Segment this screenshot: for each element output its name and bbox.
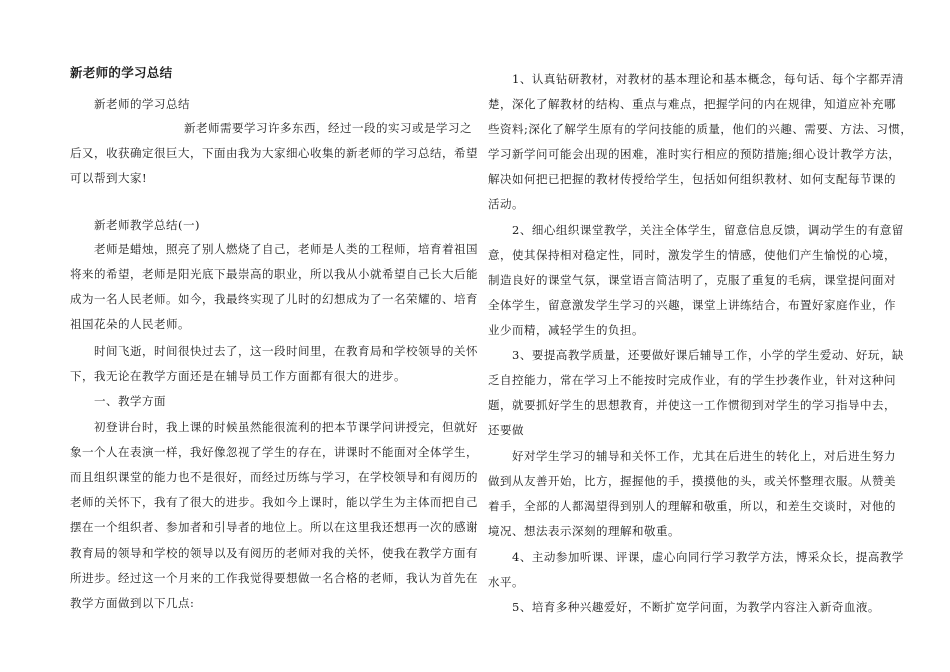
text-line: 制造良好的课堂气氛，课堂语言简洁明了，克服了重复的毛病，课堂提问面对	[488, 273, 896, 287]
text-line: 新老师需要学习许多东西，经过一段的实习或是学习之	[184, 121, 472, 135]
text-line: 全体学生，留意激发学生学习的兴趣，课堂上讲练结合，布置好家庭作业，作	[488, 298, 896, 312]
text-line: 所进步。经过这一个月来的工作我觉得要想做一名合格的老师，我认为首先在	[70, 571, 478, 585]
text-line: 题，就要抓好学生的思想教育，并使这一工作惯彻到对学生的学习指导中去，	[488, 398, 896, 412]
text-line: 解决如何把已把握的教材传授给学生，包括如何组织教材、如何支配每节课的	[488, 172, 896, 186]
text-line: 而且组织课堂的能力也不是很好，而经过历练与学习，在学校领导和有阅历的	[70, 470, 478, 484]
text-line: 学习新学问可能会出现的困难，准时实行相应的预防措施;细心设计教学方法，	[488, 147, 901, 161]
text-line: 水平。	[488, 575, 524, 589]
text-line: 活动。	[488, 197, 524, 211]
text-line: 新老师的学习总结	[94, 97, 190, 111]
text-line: 3、要提高教学质量，还要做好课后辅导工作，小学的学生爱动、好玩，缺	[512, 348, 904, 362]
text-line: 老师是蜡烛，照亮了别人燃烧了自己，老师是人类的工程师，培育着祖国	[94, 242, 478, 256]
text-line: 1、认真钻研教材，对教材的基本理论和基本概念，每句话、每个字都弄清	[512, 72, 904, 86]
text-line: 乏自控能力，常在学习上不能按时完成作业，有的学生抄袭作业，针对这种问	[488, 373, 896, 387]
text-line: 老师的关怀下，我有了很大的进步。我如今上课时，能以学生为主体而把自己	[70, 495, 478, 509]
text-line: 楚，深化了解教材的结构、重点与难点，把握学问的内在规律，知道应补充哪	[488, 97, 896, 111]
text-line: 业少而精，减轻学生的负担。	[488, 323, 644, 337]
text-line: 新老师教学总结(一)	[94, 218, 200, 232]
text-line: 些资料;深化了解学生原有的学问技能的质量，他们的兴趣、需要、方法、习惯，	[488, 122, 913, 136]
text-line: 下，我无论在教学方面还是在辅导员工作方面都有很大的进步。	[70, 369, 406, 383]
text-line: 2、细心组织课堂教学，关注全体学生，留意信息反馈，调动学生的有意留	[512, 223, 904, 237]
text-line: 成为一名人民老师。如今，我最终实现了儿时的幻想成为了一名荣耀的、培育	[70, 292, 478, 306]
text-line: 后又，收获确定很巨大，下面由我为大家细心收集的新老师的学习总结，希望	[70, 146, 478, 160]
text-line: 初登讲台时，我上课的时候虽然能很流利的把本节课学问讲授完，但就好	[94, 420, 478, 434]
text-line: 意，使其保持相对稳定性，同时，激发学生的情感，使他们产生愉悦的心境，	[488, 248, 896, 262]
text-line: 还要做	[488, 423, 524, 437]
document-title: 新老师的学习总结	[70, 65, 173, 80]
text-line: 时间飞逝，时间很快过去了，这一段时间里，在教育局和学校领导的关怀	[94, 344, 478, 358]
text-line: 境况、想法表示深刻的理解和敬重。	[488, 524, 680, 538]
text-line: 5、培育多种兴趣爱好，不断扩宽学问面，为教学内容注入新奇血液。	[512, 600, 880, 614]
text-line: 将来的希望，老师是阳光底下最崇高的职业，所以我从小就希望自己长大后能	[70, 267, 478, 281]
text-line: 教学方面做到以下几点:	[70, 596, 195, 610]
text-line: 做到从友善开始，比方，握握他的手，摸摸他的头，或关怀整理衣服。从赞美	[488, 474, 896, 488]
text-line: 一、教学方面	[94, 394, 166, 408]
text-line: 祖国花朵的人民老师。	[70, 317, 190, 331]
text-line: 摆在一个组织者、参加者和引导者的地位上。所以在这里我还想再一次的感谢	[70, 520, 478, 534]
text-line: 可以帮到大家!	[70, 171, 148, 185]
text-line: 4、主动参加听课、评课，虚心向同行学习教学方法，博采众长，提高教学	[512, 550, 904, 564]
text-line: 教育局的领导和学校的领导以及有阅历的老师对我的关怀，使我在教学方面有	[70, 546, 478, 560]
text-line: 象一个人在表演一样，我好像忽视了学生的存在，讲课时不能面对全体学生，	[70, 445, 478, 459]
text-line: 着手，全部的人都渴望得到别人的理解和敬重，所以，和差生交谈时，对他的	[488, 499, 896, 513]
text-line: 好对学生学习的辅导和关怀工作，尤其在后进生的转化上，对后进生努力	[512, 449, 896, 463]
